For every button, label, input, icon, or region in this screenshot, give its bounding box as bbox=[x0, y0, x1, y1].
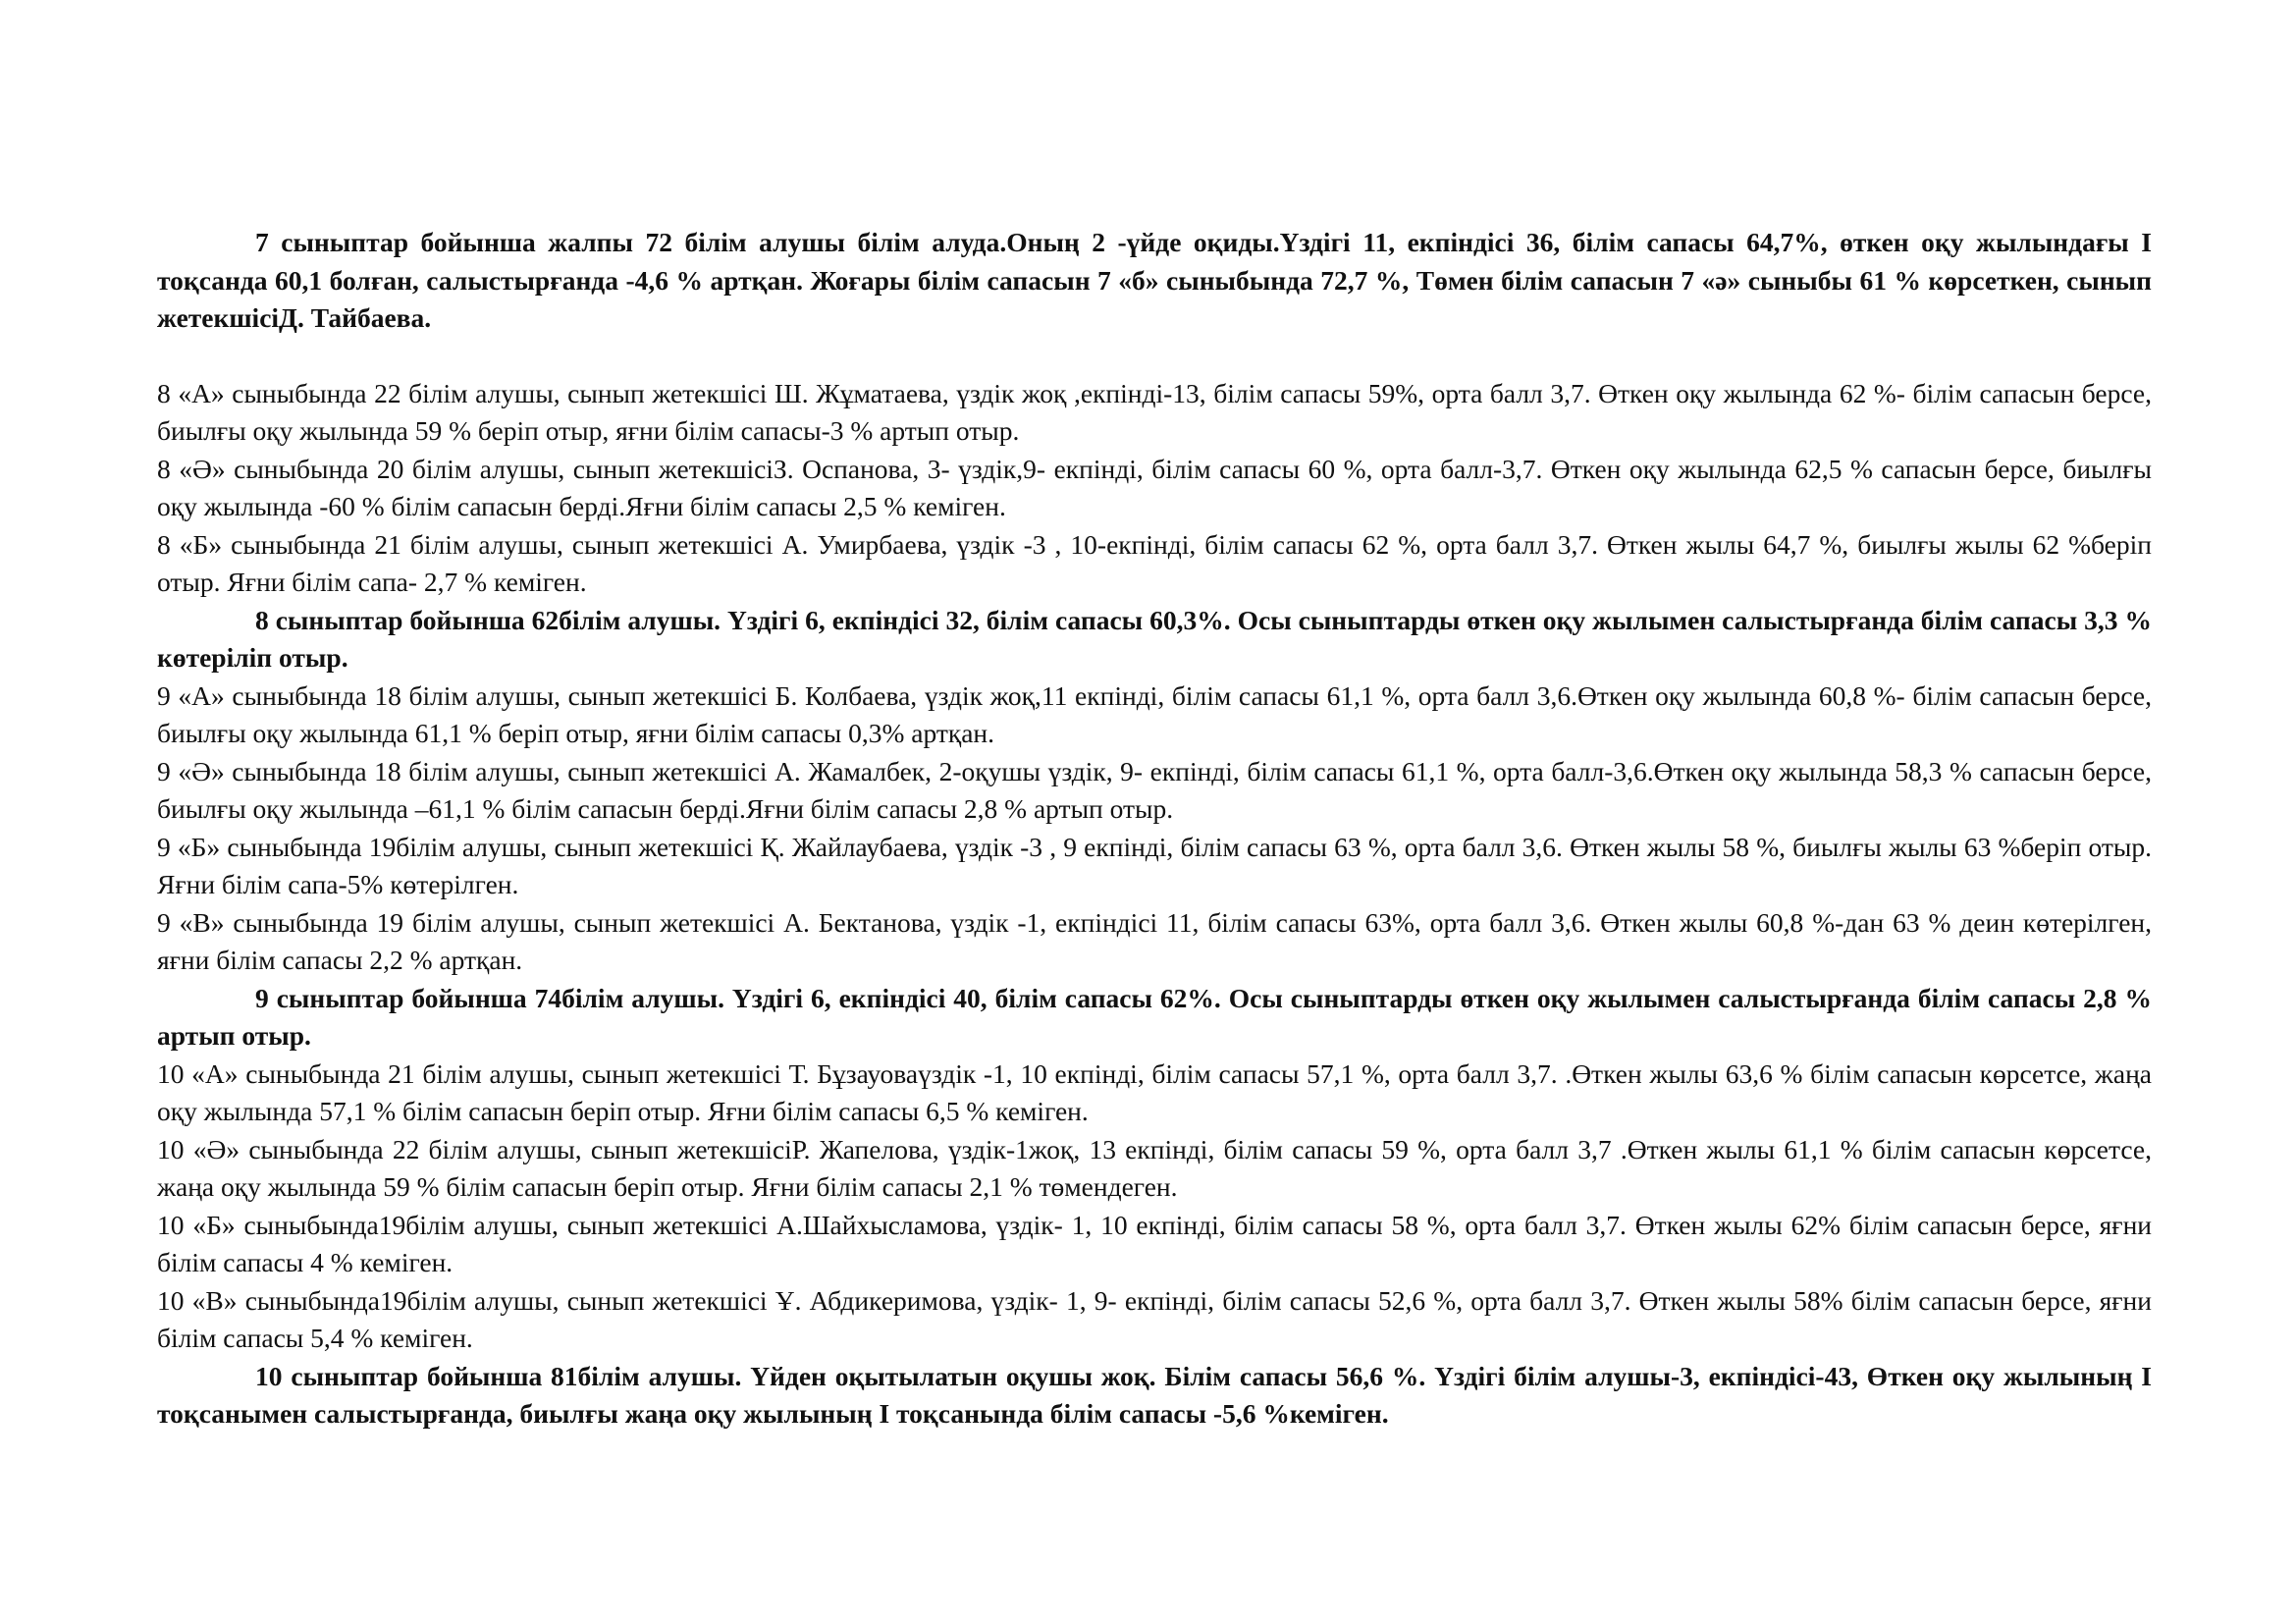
class-9ae-paragraph: 9 «Ә» сыныбында 18 білім алушы, сынып жетекшісі А. Жамалбек, 2-оқушы үздік, 9- екпінді, білім сапасы 61,1 %, орта балл-3,6.Өткен оқу жылында 58,3 % сапасын берсе, биылғы оқу жылында –61,1 % білім сапасын берді.Яғни білім сапасы 2,8 % артып отыр. bbox=[157, 755, 2152, 824]
report-body bbox=[157, 224, 2152, 1434]
summary-grade-7: 7 сыныптар бойынша жалпы 72 білім алушы білім алуда.Оның 2 -үйде оқиды.Үздігі 11, екпіндісі 36, білім сапасы 64,7%, өткен оқу жылындағы І тоқсанда 60,1 болған, салыстырғанда -4,6 % артқан. Жоғары білім сапасын 7 «б» сыныбында 72,7 %, Төмен білім сапасын 7 «ә» сыныбы 61 % көрсеткен, сынып жетекшісіД. Тайбаева. bbox=[157, 227, 2152, 333]
summary-grade-9: 9 сыныптар бойынша 74білім алушы. Үздігі 6, екпіндісі 40, білім сапасы 62%. Осы сыныптарды өткен оқу жылымен салыстырғанда білім сапасы 2,8 % артып отыр. bbox=[157, 982, 2152, 1051]
class-10ae-paragraph: 10 «Ә» сыныбында 22 білім алушы, сынып жетекшісіР. Жапелова, үздік-1жоқ, 13 екпінді, білім сапасы 59 %, орта балл 3,7 .Өткен жылы 61,1 % білім сапасын көрсетсе, жаңа оқу жылында 59 % білім сапасын беріп отыр. Яғни білім сапасы 2,1 % төмендеген. bbox=[157, 1133, 2152, 1202]
summary-grade-10: 10 сыныптар бойынша 81білім алушы. Үйден оқытылатын оқушы жоқ. Білім сапасы 56,6 %. Үздігі білім алушы-3, екпіндісі-43, Өткен оқу жылының І тоқсанымен салыстырғанда, биылғы жаңа оқу жылының І тоқсанында білім сапасы -5,6 %кеміген. bbox=[157, 1360, 2152, 1429]
class-9v-paragraph: 9 «В» сыныбында 19 білім алушы, сынып жетекшісі А. Бектанова, үздік -1, екпіндісі 11, білім сапасы 63%, орта балл 3,6. Өткен жылы 60,8 %-дан 63 % деин көтерілген, яғни білім сапасы 2,2 % артқан. bbox=[157, 906, 2152, 975]
class-8a-paragraph: 8 «А» сыныбында 22 білім алушы, сынып жетекшісі Ш. Жұматаева, үздік жоқ ,екпінді-13, білім сапасы 59%, орта балл 3,7. Өткен оқу жылында 62 %- білім сапасын берсе, биылғы оқу жылында 59 % беріп отыр, яғни білім сапасы-3 % артып отыр. bbox=[157, 377, 2152, 446]
summary-grade-8: 8 сыныптар бойынша 62білім алушы. Үздігі 6, екпіндісі 32, білім сапасы 60,3%. Осы сыныптарды өткен оқу жылымен салыстырғанда білім сапасы 3,3 % көтеріліп отыр. bbox=[157, 604, 2152, 673]
spacer bbox=[157, 338, 2152, 375]
class-9b-paragraph: 9 «Б» сыныбында 19білім алушы, сынып жетекшісі Қ. Жайлаубаева, үздік -3 , 9 екпінді, білім сапасы 63 %, орта балл 3,6. Өткен жылы 58 %, биылғы жылы 63 %беріп отыр. Яғни білім сапа-5% көтерілген. bbox=[157, 831, 2152, 899]
class-8b-paragraph: 8 «Б» сыныбында 21 білім алушы, сынып жетекшісі А. Умирбаева, үздік -3 , 10-екпінді, білім сапасы 62 %, орта балл 3,7. Өткен жылы 64,7 %, биылғы жылы 62 %беріп отыр. Яғни білім сапа- 2,7 % кеміген. bbox=[157, 528, 2152, 597]
class-10a-paragraph: 10 «А» сыныбында 21 білім алушы, сынып жетекшісі Т. Бұзауоваүздік -1, 10 екпінді, білім сапасы 57,1 %, орта балл 3,7. .Өткен жылы 63,6 % білім сапасын көрсетсе, жаңа оқу жылында 57,1 % білім сапасын беріп отыр. Яғни білім сапасы 6,5 % кеміген. bbox=[157, 1057, 2152, 1126]
class-9a-paragraph: 9 «А» сыныбында 18 білім алушы, сынып жетекшісі Б. Колбаева, үздік жоқ,11 екпінді, білім сапасы 61,1 %, орта балл 3,6.Өткен оқу жылында 60,8 %- білім сапасын берсе, биылғы оқу жылында 61,1 % беріп отыр, яғни білім сапасы 0,3% артқан. bbox=[157, 679, 2152, 748]
class-10b-paragraph: 10 «Б» сыныбында19білім алушы, сынып жетекшісі А.Шайхысламова, үздік- 1, 10 екпінді, білім сапасы 58 %, орта балл 3,7. Өткен жылы 62% білім сапасын берсе, яғни білім сапасы 4 % кеміген. bbox=[157, 1209, 2152, 1277]
class-8ae-paragraph: 8 «Ә» сыныбында 20 білім алушы, сынып жетекшісіЗ. Оспанова, 3- үздік,9- екпінді, білім сапасы 60 %, орта балл-3,7. Өткен оқу жылында 62,5 % сапасын берсе, биылғы оқу жылында -60 % білім сапасын берді.Яғни білім сапасы 2,5 % кеміген. bbox=[157, 453, 2152, 521]
class-10v-paragraph: 10 «В» сыныбында19білім алушы, сынып жетекшісі Ұ. Абдикеримова, үздік- 1, 9- екпінді, білім сапасы 52,6 %, орта балл 3,7. Өткен жылы 58% білім сапасын берсе, яғни білім сапасы 5,4 % кеміген. bbox=[157, 1284, 2152, 1353]
